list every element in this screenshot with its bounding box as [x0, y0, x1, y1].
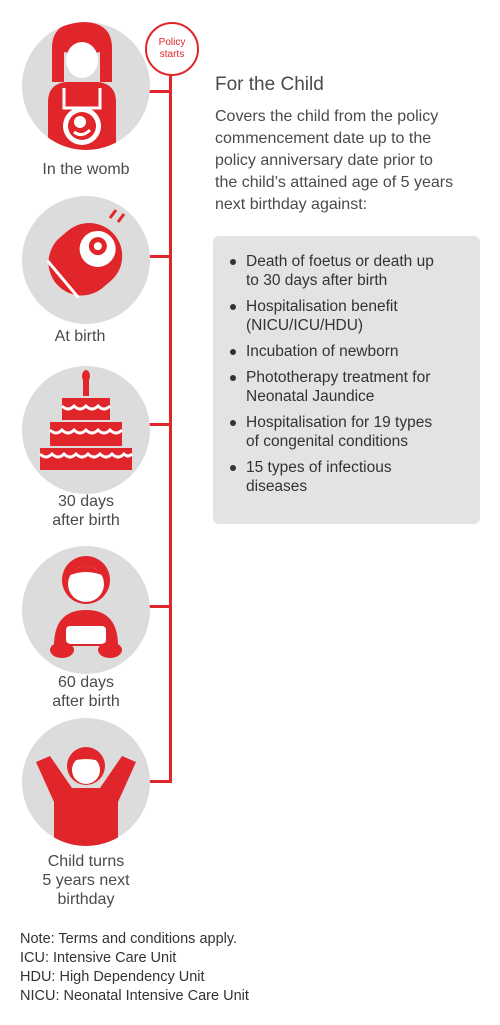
stage-label-line: At birth: [54, 328, 106, 345]
stage-circle-birth: [22, 196, 150, 324]
benefit-line: 15 types of infectious: [246, 459, 392, 476]
notes: [20, 930, 490, 1006]
stage-label-line: after birth: [52, 512, 120, 529]
stage-circle-60-days: [22, 546, 150, 674]
stage-circle-turns-5: [22, 718, 150, 846]
note-line: NICU: Neonatal Intensive Care Unit: [20, 988, 249, 1004]
bullet-icon: [230, 349, 236, 355]
benefit-item: [226, 252, 476, 290]
note-line: HDU: High Dependency Unit: [20, 969, 205, 985]
benefit-line: (NICU/ICU/HDU): [246, 317, 364, 334]
stage-label-line: 30 days: [57, 493, 115, 510]
stage-label-line: In the womb: [42, 161, 130, 178]
benefit-item: [226, 297, 476, 335]
benefit-item: [226, 458, 476, 496]
bullet-icon: [230, 420, 236, 426]
benefit-line: Hospitalisation benefit: [246, 298, 398, 315]
description-line: commencement date up to the: [215, 130, 432, 147]
bullet-icon: [230, 375, 236, 381]
badge-line: starts: [159, 49, 185, 60]
description-line: the child’s attained age of 5 years: [215, 174, 454, 191]
benefit-line: to 30 days after birth: [246, 272, 388, 289]
seated-toddler-icon: [22, 546, 150, 674]
benefit-item: [226, 342, 476, 361]
benefit-line: Incubation of newborn: [246, 343, 399, 360]
stage-label-line: birthday: [57, 891, 115, 908]
benefit-line: Phototherapy treatment for: [246, 369, 431, 386]
benefits-box: [213, 236, 480, 524]
stage-label-line: Child turns: [47, 853, 125, 870]
description-line: policy anniversary date prior to: [215, 152, 433, 169]
policy-starts-badge: [145, 22, 199, 76]
stage-label-line: after birth: [52, 693, 120, 710]
stage-label: [6, 852, 166, 909]
stage-label-line: 60 days: [57, 674, 115, 691]
bullet-icon: [230, 304, 236, 310]
section-title: For the Child: [215, 74, 324, 95]
bullet-icon: [230, 465, 236, 471]
badge-line: Policy: [158, 37, 186, 48]
benefit-item: [226, 368, 476, 406]
stage-label: [6, 492, 166, 530]
benefit-line: Neonatal Jaundice: [246, 388, 375, 405]
stage-label: [6, 160, 166, 179]
note-line: Note: Terms and conditions apply.: [20, 931, 238, 947]
bullet-icon: [230, 259, 236, 265]
benefit-item: [226, 413, 476, 451]
benefit-line: Death of foetus or death up: [246, 253, 434, 270]
pregnant-woman-icon: [22, 22, 150, 150]
benefits-list: [226, 252, 476, 503]
cheering-child-icon: [22, 718, 150, 846]
swaddled-baby-icon: [22, 196, 150, 324]
timeline-line: [169, 72, 172, 782]
birthday-cake-icon: [22, 366, 150, 494]
benefit-line: of congenital conditions: [246, 433, 409, 450]
section-description: [215, 106, 495, 216]
stage-label-line: 5 years next: [42, 872, 130, 889]
benefit-line: Hospitalisation for 19 types: [246, 414, 433, 431]
stage-label: [0, 327, 160, 346]
note-line: ICU: Intensive Care Unit: [20, 950, 177, 966]
benefit-line: diseases: [246, 478, 308, 495]
description-line: next birthday against:: [215, 196, 368, 213]
stage-circle-womb: [22, 22, 150, 150]
stage-label: [6, 673, 166, 711]
description-line: Covers the child from the policy: [215, 108, 439, 125]
stage-circle-30-days: [22, 366, 150, 494]
